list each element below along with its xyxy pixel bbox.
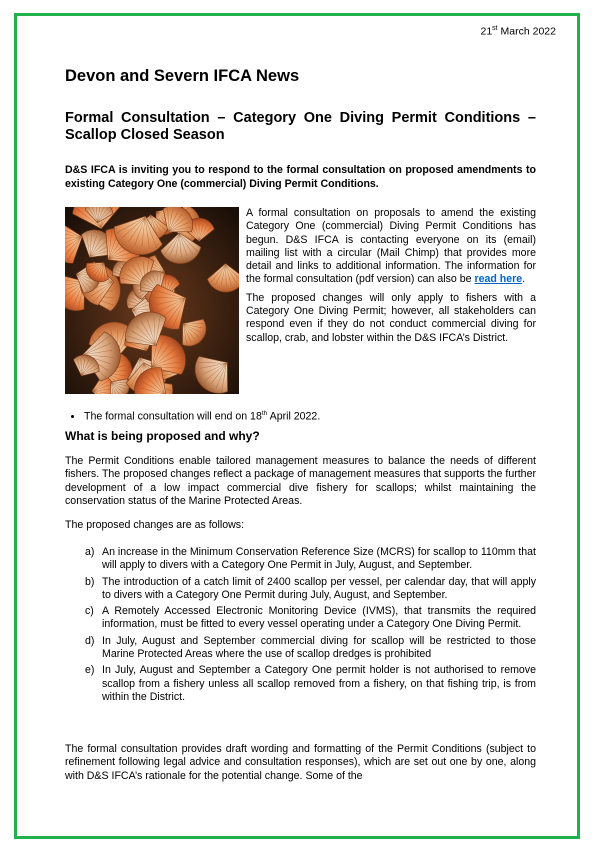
date: 21st March 2022 — [480, 25, 556, 38]
side-text — [246, 207, 536, 350]
read-here-link[interactable]: read here — [474, 273, 523, 286]
deadline-bullet-list — [65, 407, 536, 424]
list-item: d) In July, August and September commercial diving for scallop will be restricted to those Marine Protected Areas where the use of scallop dredges is prohibited — [85, 634, 536, 661]
newsletter-title: Devon and Severn IFCA News — [65, 67, 300, 85]
section-subheading: What is being proposed and why? — [65, 429, 260, 443]
side-paragraph-1: A formal consultation on proposals to amend the existing Category One (commercial) Diving Permit Conditions has begun. D&S IFCA is contacting everyone on its (email) mailing list with a circular (Mail Chimp) that provides more detail and links to additional information. The information for the formal consultation (pdf version) can also be read here. — [246, 207, 536, 286]
proposed-changes-list — [65, 546, 536, 707]
article-heading: Formal Consultation – Category One Diving Permit Conditions – Scallop Closed Season — [65, 110, 536, 143]
list-item: b) The introduction of a catch limit of 2400 scallop per vessel, per calendar day, that will apply to divers with a Category One Permit during July, August, and September. — [85, 575, 536, 601]
scallop-photo — [65, 207, 239, 394]
list-item: a) An increase in the Minimum Conservation Reference Size (MCRS) for scallop to 110mm that will apply to divers with a Category One Permit in July, August, and September. — [85, 546, 536, 572]
deadline-bullet: • The formal consultation will end on 18th April 2022. — [84, 407, 536, 424]
list-item: e) In July, August and September a Category One permit holder is not authorised to remove scallop from a fishery unless all scallop removed from a fishery, on that fishing trip, is from within the District. — [85, 664, 536, 703]
permit-conditions-paragraph: The Permit Conditions enable tailored management measures to balance the needs of different fishers. The proposed changes reflect a package of management measures that supports the further development of a low impact commercial dive fishery for scallops; whilst maintaining the conservation status of the Marine Protected Areas. — [65, 455, 536, 507]
side-paragraph-2: The proposed changes will only apply to fishers with a Category One Diving Permit; however, all stakeholders can respond even if they do not conduct commercial diving for scallop, crab, and lobster within the D&S IFCA’s District. — [246, 291, 536, 344]
closing-paragraph: The formal consultation provides draft wording and formatting of the Permit Conditions (subject to refinement following legal advice and consultation responses), which are set out one by one, along with D&S IFCA’s rationale for the potential change. Some of the — [65, 743, 536, 782]
changes-lead-in: The proposed changes are as follows: — [65, 519, 245, 531]
intro-paragraph: D&S IFCA is inviting you to respond to the formal consultation on proposed amendments to existing Category One (commercial) Diving Permit Conditions. — [65, 164, 536, 190]
list-item: c) A Remotely Accessed Electronic Monitoring Device (IVMS), that transmits the required information, must be fitted to every vessel operating under a Category One Diving Permit. — [85, 605, 536, 631]
